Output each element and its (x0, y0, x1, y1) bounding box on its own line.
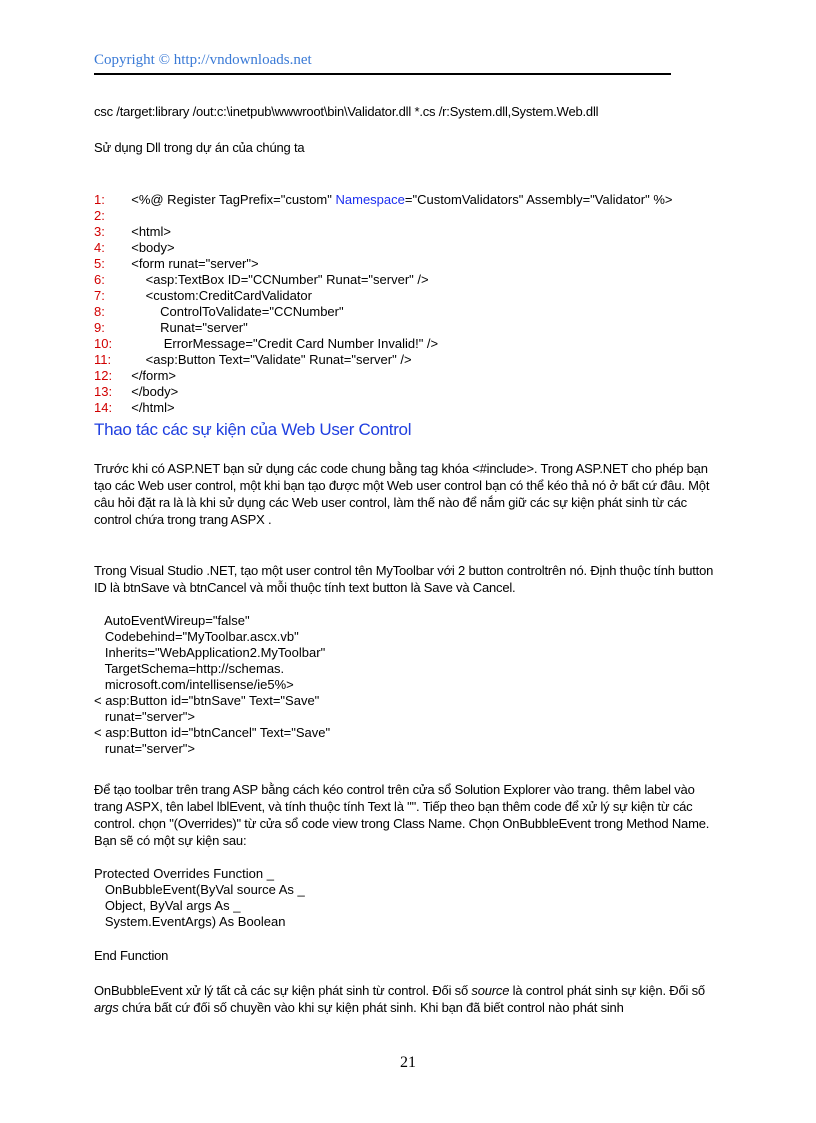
line-number: 14: (94, 400, 113, 415)
control-code-line: runat="server"> (94, 741, 195, 756)
code-text: ErrorMessage="Credit Card Number Invalid!" /> (124, 336, 439, 351)
bubble-text-b: là control phát sinh sự kiện. Đối số (509, 983, 705, 998)
function-code-line: OnBubbleEvent(ByVal source As _ (94, 882, 305, 897)
code-text: ControlToValidate="CCNumber" (124, 304, 344, 319)
code-text: ="CustomValidators" Assembly="Validator" %> (404, 192, 673, 207)
compile-command: csc /target:library /out:c:\inetpub\wwwroot\bin\Validator.dll *.cs /r:System.dll,System.Web.dll (94, 104, 599, 119)
code-line (94, 224, 673, 240)
code-text: <body> (124, 240, 175, 255)
use-dll-text: Sử dụng Dll trong dự án của chúng ta (94, 140, 305, 155)
function-code-line: Object, ByVal args As _ (94, 898, 241, 913)
code-text: </html> (124, 400, 175, 415)
function-code-line: System.EventArgs) As Boolean (94, 914, 286, 929)
line-number: 2: (94, 208, 105, 223)
args-term: args (94, 1000, 119, 1015)
header-divider (94, 73, 671, 75)
line-number: 6: (94, 272, 105, 287)
page-number: 21 (400, 1054, 416, 1071)
line-number: 7: (94, 288, 105, 303)
code-line (94, 320, 673, 336)
control-code-line: TargetSchema=http://schemas. (94, 661, 285, 676)
code-text: <asp:TextBox ID="CCNumber" Runat="server" /> (124, 272, 429, 287)
function-code-line: Protected Overrides Function _ (94, 866, 274, 881)
control-code-line: AutoEventWireup="false" (94, 613, 250, 628)
page-header-copyright: Copyright © http://vndownloads.net (94, 52, 312, 68)
control-code-block (94, 613, 330, 757)
code-text: <asp:Button Text="Validate" Runat="server" /> (124, 352, 412, 367)
code-line (94, 336, 673, 352)
line-number: 4: (94, 240, 105, 255)
code-line (94, 192, 673, 208)
line-number: 1: (94, 192, 105, 207)
line-number: 9: (94, 320, 105, 335)
control-code-line: < asp:Button id="btnCancel" Text="Save" (94, 725, 331, 740)
code-line (94, 304, 673, 320)
line-number: 3: (94, 224, 105, 239)
line-number: 13: (94, 384, 113, 399)
line-number: 8: (94, 304, 105, 319)
code-text: <form runat="server"> (124, 256, 259, 271)
code-text: <%@ Register TagPrefix="custom" (124, 192, 336, 207)
code-keyword: Namespace (335, 192, 405, 207)
code-text: </body> (124, 384, 179, 399)
code-line (94, 256, 673, 272)
control-code-line: Codebehind="MyToolbar.ascx.vb" (94, 629, 299, 644)
code-line (94, 272, 673, 288)
paragraph-bubble-event (94, 982, 719, 1016)
paragraph-steps: Để tạo toolbar trên trang ASP bằng cách kéo control trên cửa sổ Solution Explorer vào trang. thêm label vào trang ASPX, tên label lblEvent, và tính thuộc tính Text là "". Tiếp theo bạn thêm code để xử lý sự kiện từ các control. chọn "(Overrides)" từ cửa sổ code view trong Class Name. Chọn OnBubbleEvent trong Method Name. Bạn sẽ có một sự kiện sau: (94, 782, 710, 848)
paragraph-intro: Trước khi có ASP.NET bạn sử dụng các code chung bằng tag khóa <#include>. Trong ASP.NET cho phép bạn tạo các Web user control, một khi bạn tạo được một Web user control bạn có thể kéo thả nó ở bất cứ đâu. Một câu hỏi đặt ra là là khi sử dụng các Web user control, làm thế nào để nắm giữ các sự kiện phát sinh từ các control chứa trong trang ASPX . (94, 461, 710, 527)
code-listing (94, 192, 673, 416)
code-line (94, 368, 673, 384)
code-line (94, 384, 673, 400)
line-number: 12: (94, 368, 113, 383)
code-text: Runat="server" (124, 320, 248, 335)
line-number: 11: (94, 352, 112, 367)
code-line (94, 240, 673, 256)
code-line (94, 288, 673, 304)
control-code-line: runat="server"> (94, 709, 195, 724)
section-heading: Thao tác các sự kiện của Web User Control (94, 420, 412, 439)
code-text: </form> (124, 368, 177, 383)
bubble-text-a: OnBubbleEvent xử lý tất cả các sự kiện phát sinh từ control. Đối số (94, 983, 472, 998)
code-text: <html> (124, 224, 171, 239)
source-term: source (471, 983, 510, 998)
control-code-line: Inherits="WebApplication2.MyToolbar" (94, 645, 326, 660)
paragraph-toolbar: Trong Visual Studio .NET, tạo một user control tên MyToolbar với 2 button controltrên nó. Định thuộc tính button ID là btnSave và btnCancel và mỗi thuộc tính text button là Save và Cancel. (94, 563, 714, 595)
function-code-block (94, 866, 305, 930)
line-number: 10: (94, 336, 113, 351)
code-text: <custom:CreditCardValidator (124, 288, 312, 303)
bubble-text-c: chứa bất cứ đối số chuyền vào khi sự kiện phát sinh. Khi bạn đã biết control nào phát sinh (118, 1000, 624, 1015)
code-line (94, 208, 673, 224)
control-code-line: < asp:Button id="btnSave" Text="Save" (94, 693, 320, 708)
end-function-text: End Function (94, 948, 169, 963)
control-code-line: microsoft.com/intellisense/ie5%> (94, 677, 294, 692)
code-line (94, 352, 673, 368)
code-line (94, 400, 673, 416)
line-number: 5: (94, 256, 105, 271)
